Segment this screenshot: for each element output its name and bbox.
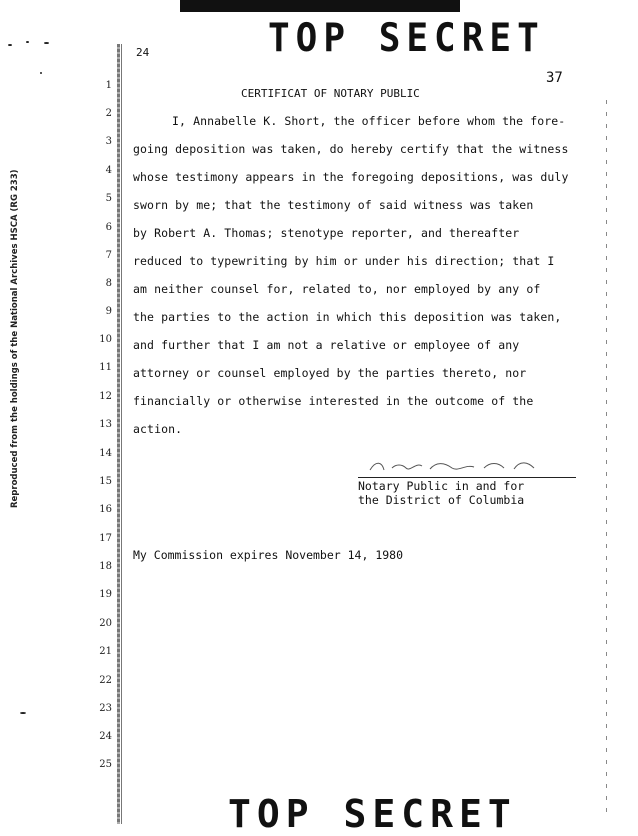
left-margin-rule-inner xyxy=(121,44,122,824)
line-number: 21 xyxy=(99,646,112,657)
right-margin-rule xyxy=(606,100,607,820)
line-number: 1 xyxy=(105,80,112,91)
line-number: 13 xyxy=(99,419,112,430)
line-number: 9 xyxy=(105,306,112,317)
body-line: attorney or counsel employed by the parties thereto, nor xyxy=(133,366,527,380)
line-number: 2 xyxy=(105,108,112,119)
line-number: 20 xyxy=(99,618,112,629)
body-line: sworn by me; that the testimony of said witness was taken xyxy=(133,198,534,212)
archive-provenance-note: Reproduced from the holdings of the National Archives HSCA (RG 233) xyxy=(10,169,20,508)
line-number: 7 xyxy=(105,250,112,261)
line-number: 10 xyxy=(99,334,112,345)
notary-signature xyxy=(362,456,542,476)
body-line: and further that I am not a relative or employee of any xyxy=(133,338,520,352)
line-number: 3 xyxy=(105,136,112,147)
line-number: 14 xyxy=(99,448,112,459)
line-number: 5 xyxy=(105,193,112,204)
line-number: 17 xyxy=(99,533,112,544)
notary-title-line-1: Notary Public in and for xyxy=(358,479,525,493)
classification-stamp-top: TOP SECRET xyxy=(268,15,545,62)
left-margin-rule xyxy=(117,44,120,824)
line-number: 23 xyxy=(99,703,112,714)
body-line: the parties to the action in which this deposition was taken, xyxy=(133,310,562,324)
body-line: by Robert A. Thomas; stenotype reporter, and thereafter xyxy=(133,226,520,240)
body-line: action. xyxy=(133,422,183,436)
line-number: 8 xyxy=(105,278,112,289)
scan-speck xyxy=(20,712,26,714)
page-number: 37 xyxy=(546,70,563,86)
line-number: 25 xyxy=(99,759,112,770)
signature-rule xyxy=(358,477,576,478)
scan-speck xyxy=(8,44,12,46)
line-number: 15 xyxy=(99,476,112,487)
line-number: 19 xyxy=(99,589,112,600)
notary-title-line-2: the District of Columbia xyxy=(358,493,525,507)
line-number: 11 xyxy=(99,362,112,373)
classification-stamp-bottom: TOP SECRET xyxy=(228,792,517,836)
line-number: 24 xyxy=(99,731,112,742)
line-number: 6 xyxy=(105,222,112,233)
scan-speck xyxy=(26,41,29,43)
scan-speck xyxy=(44,42,49,44)
line-number: 16 xyxy=(99,504,112,515)
line-number: 22 xyxy=(99,675,112,686)
line-number: 4 xyxy=(105,165,112,176)
commission-expiry: My Commission expires November 14, 1980 xyxy=(133,548,404,562)
body-line: am neither counsel for, related to, nor employed by any of xyxy=(133,282,541,296)
line-number: 12 xyxy=(99,391,112,402)
body-line: whose testimony appears in the foregoing depositions, was duly xyxy=(133,170,569,184)
body-line: financially or otherwise interested in the outcome of the xyxy=(133,394,534,408)
line-number: 18 xyxy=(99,561,112,572)
redaction-bar xyxy=(180,0,460,12)
body-line: I, Annabelle K. Short, the officer before whom the fore- xyxy=(172,114,566,128)
body-line: going deposition was taken, do hereby certify that the witness xyxy=(133,142,569,156)
certificate-title: CERTIFICAT OF NOTARY PUBLIC xyxy=(241,87,420,100)
page-prefix: 24 xyxy=(136,46,150,59)
body-line: reduced to typewriting by him or under his direction; that I xyxy=(133,254,555,268)
scan-speck xyxy=(40,72,42,74)
